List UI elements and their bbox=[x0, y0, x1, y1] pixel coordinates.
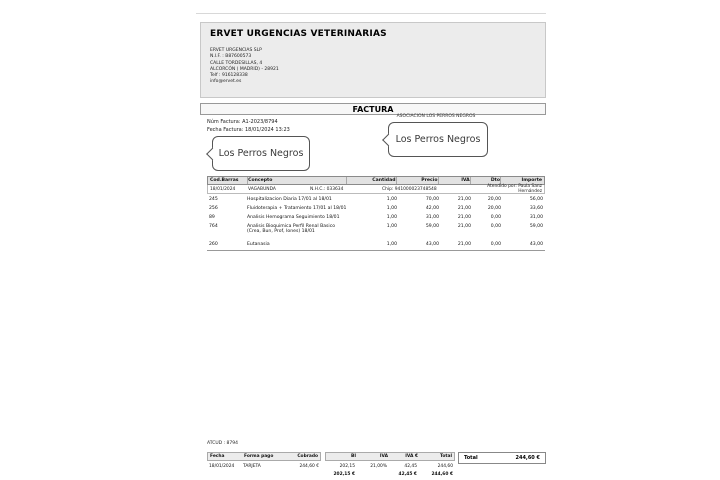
totals-sum-row bbox=[325, 469, 455, 477]
value-bi: 202,15 bbox=[339, 463, 355, 469]
clinic-company: ERVET URGENCIAS SLP bbox=[210, 48, 262, 53]
clinic-address-2: ALCORCÓN ( MADRID) - 28921 bbox=[210, 66, 279, 72]
payment-method: TARJETA bbox=[243, 463, 261, 469]
value-iva-eur: 42,45 bbox=[404, 463, 417, 469]
header-iva-pct: IVA bbox=[379, 454, 388, 459]
item-code: 245 bbox=[209, 196, 218, 202]
invoice-title: FACTURA bbox=[200, 103, 546, 115]
header-iva: IVA bbox=[438, 177, 470, 184]
header-total: Total bbox=[440, 454, 452, 459]
patient-nhc: N.H.C.: 033634 bbox=[310, 186, 344, 192]
patient-date: 18/01/2024 bbox=[210, 186, 236, 192]
clinic-email: info@ervet.es bbox=[210, 79, 242, 85]
item-qty: 1,00 bbox=[386, 214, 397, 220]
header-cantidad: Cantidad bbox=[346, 177, 396, 184]
header-concepto: Concepto bbox=[247, 177, 346, 184]
sum-iva-eur: 42,45 € bbox=[398, 471, 417, 477]
payment-date: 18/01/2024 bbox=[209, 463, 235, 469]
item-amount: 31,00 bbox=[529, 214, 543, 220]
item-dto: 20,00 bbox=[487, 196, 501, 202]
clinic-address-1: CALLE TORDESILLAS, 4 bbox=[210, 60, 263, 66]
grand-total-label: Total bbox=[464, 455, 478, 461]
item-code: 764 bbox=[209, 223, 218, 229]
item-qty: 1,00 bbox=[386, 196, 397, 202]
clinic-phone: Telf : 916128338 bbox=[210, 73, 248, 79]
item-concept: Analisis Bioquimica Perfil Renal Basico (Crea, Bun, Prof, Iones) 18/01 bbox=[247, 223, 336, 235]
item-price: 43,00 bbox=[425, 242, 439, 248]
item-price: 70,00 bbox=[425, 196, 439, 202]
invoice-date: Fecha Factura: 18/01/2024 13:23 bbox=[207, 127, 290, 133]
invoice-meta bbox=[207, 118, 290, 134]
clinic-nif: N.I.F. : B87600573 bbox=[210, 54, 252, 60]
table-row bbox=[207, 204, 545, 213]
header-iva-eur: IVA € bbox=[405, 454, 418, 459]
header-fecha: Fecha bbox=[210, 454, 225, 459]
table-row bbox=[207, 222, 545, 237]
payment-charged: 244,60 € bbox=[299, 463, 319, 469]
totals-table bbox=[325, 452, 455, 477]
item-price: 31,00 bbox=[425, 214, 439, 220]
sum-spacer bbox=[355, 472, 387, 477]
value-total: 244,60 bbox=[437, 463, 453, 469]
grand-total-box bbox=[458, 452, 546, 464]
item-price: 59,00 bbox=[425, 223, 439, 229]
clinic-details bbox=[210, 48, 536, 86]
clinic-header-box bbox=[200, 22, 546, 98]
item-dto: 0,00 bbox=[490, 223, 501, 229]
payment-table-header bbox=[207, 452, 321, 461]
grand-total-value: 244,60 € bbox=[515, 455, 540, 461]
client-stamp-right: Los Perros Negros bbox=[388, 122, 488, 157]
item-code: 260 bbox=[209, 242, 218, 248]
payment-row bbox=[207, 461, 321, 469]
item-code: 89 bbox=[209, 214, 215, 220]
invoice-number: Núm Factura: A1-2023/8794 bbox=[207, 119, 278, 125]
sum-total: 244,60 € bbox=[431, 471, 453, 477]
value-iva-pct: 21,00% bbox=[370, 463, 387, 469]
item-concept: Analisis Hemograma Seguimiento 18/01 bbox=[247, 214, 340, 220]
item-concept: Fluidoterapia + Tratamiento 17/01 al 18/01 bbox=[247, 205, 347, 211]
patient-attended-by: Atendido por: Paula Sanz Hernández bbox=[487, 184, 542, 194]
item-amount: 43,00 bbox=[529, 242, 543, 248]
totals-values-row bbox=[325, 461, 455, 469]
item-amount: 56,00 bbox=[529, 196, 543, 202]
item-amount: 59,00 bbox=[529, 223, 543, 229]
item-concept: Hospitalizacion Diaria 17/01 al 18/01 bbox=[247, 196, 332, 202]
table-row bbox=[207, 213, 545, 222]
client-association-name: ASOCIACION LOS PERROS NEGROS bbox=[396, 114, 476, 119]
patient-info-row bbox=[207, 185, 545, 194]
page-top-rule bbox=[196, 13, 546, 14]
item-price: 42,00 bbox=[425, 205, 439, 211]
table-row bbox=[207, 195, 545, 204]
header-dto: Dto bbox=[470, 177, 500, 184]
sum-bi: 202,15 € bbox=[333, 471, 355, 477]
table-row bbox=[207, 241, 545, 250]
payment-table bbox=[207, 452, 321, 469]
header-importe: Importe bbox=[500, 177, 544, 184]
item-dto: 20,00 bbox=[487, 205, 501, 211]
header-forma-pago: Forma pago bbox=[244, 454, 274, 459]
item-iva: 21,00 bbox=[457, 223, 471, 229]
patient-chip: Chip: 941000023748548 bbox=[382, 186, 437, 192]
item-dto: 0,00 bbox=[490, 242, 501, 248]
items-table-body bbox=[207, 194, 545, 251]
item-concept: Eutanasia bbox=[247, 242, 270, 248]
item-iva: 21,00 bbox=[457, 196, 471, 202]
clinic-name: ERVET URGENCIAS VETERINARIAS bbox=[210, 29, 387, 39]
totals-table-header bbox=[325, 452, 455, 461]
items-table bbox=[207, 176, 545, 251]
atcud-code: ATCUD : 8794 bbox=[207, 441, 238, 446]
item-code: 256 bbox=[209, 205, 218, 211]
header-precio: Precio bbox=[396, 177, 438, 184]
header-cod-barras: Cod.Barras bbox=[210, 178, 239, 183]
item-qty: 1,00 bbox=[386, 223, 397, 229]
item-iva: 21,00 bbox=[457, 214, 471, 220]
patient-name: VAGABUNDA bbox=[248, 186, 276, 192]
header-bi: BI bbox=[351, 454, 356, 459]
item-qty: 1,00 bbox=[386, 242, 397, 248]
item-qty: 1,00 bbox=[386, 205, 397, 211]
client-stamp-left: Los Perros Negros bbox=[212, 136, 310, 171]
item-iva: 21,00 bbox=[457, 242, 471, 248]
header-cobrado: Cobrado bbox=[297, 454, 318, 459]
item-iva: 21,00 bbox=[457, 205, 471, 211]
item-dto: 0,00 bbox=[490, 214, 501, 220]
item-amount: 33,60 bbox=[529, 205, 543, 211]
